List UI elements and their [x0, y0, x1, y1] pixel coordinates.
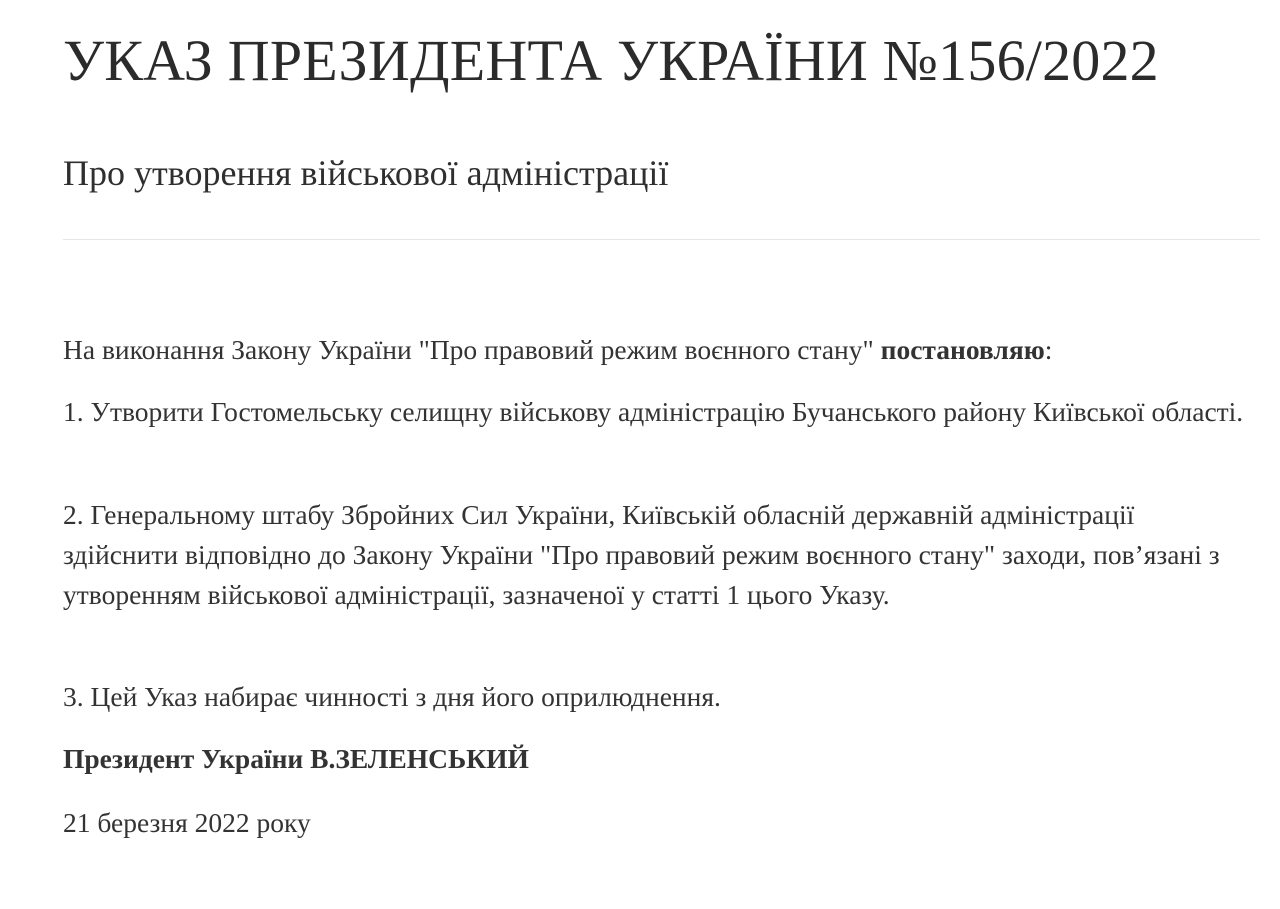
intro-emphasis: постановляю [880, 334, 1045, 365]
decree-date: 21 березня 2022 року [63, 807, 311, 838]
article-1: 1. Утворити Гостомельську селищну військову адміністрацію Бучанського району Київської області. [63, 396, 1244, 427]
intro-text: На виконання Закону України "Про правовий режим воєнного стану" [63, 334, 881, 365]
decree-subtitle: Про утворення військової адміністрації [63, 153, 669, 193]
article-3: 3. Цей Указ набирає чинності з дня його оприлюднення. [63, 681, 721, 712]
signature: Президент України В.ЗЕЛЕНСЬКИЙ [63, 743, 529, 774]
article-2: 2. Генеральному штабу Збройних Сил України, Київській обласній державній адміністрації здійснити відповідно до Закону України "Про правовий режим воєнного стану" заходи, пов’язані з утворенням військової адміністрації, зазначеної у статті 1 цього Указу. [63, 499, 1220, 610]
intro-paragraph [63, 330, 1253, 370]
divider [63, 239, 1260, 240]
intro-trailing: : [1044, 334, 1053, 365]
decree-title: УКАЗ ПРЕЗИДЕНТА УКРАЇНИ №156/2022 [63, 28, 1159, 93]
